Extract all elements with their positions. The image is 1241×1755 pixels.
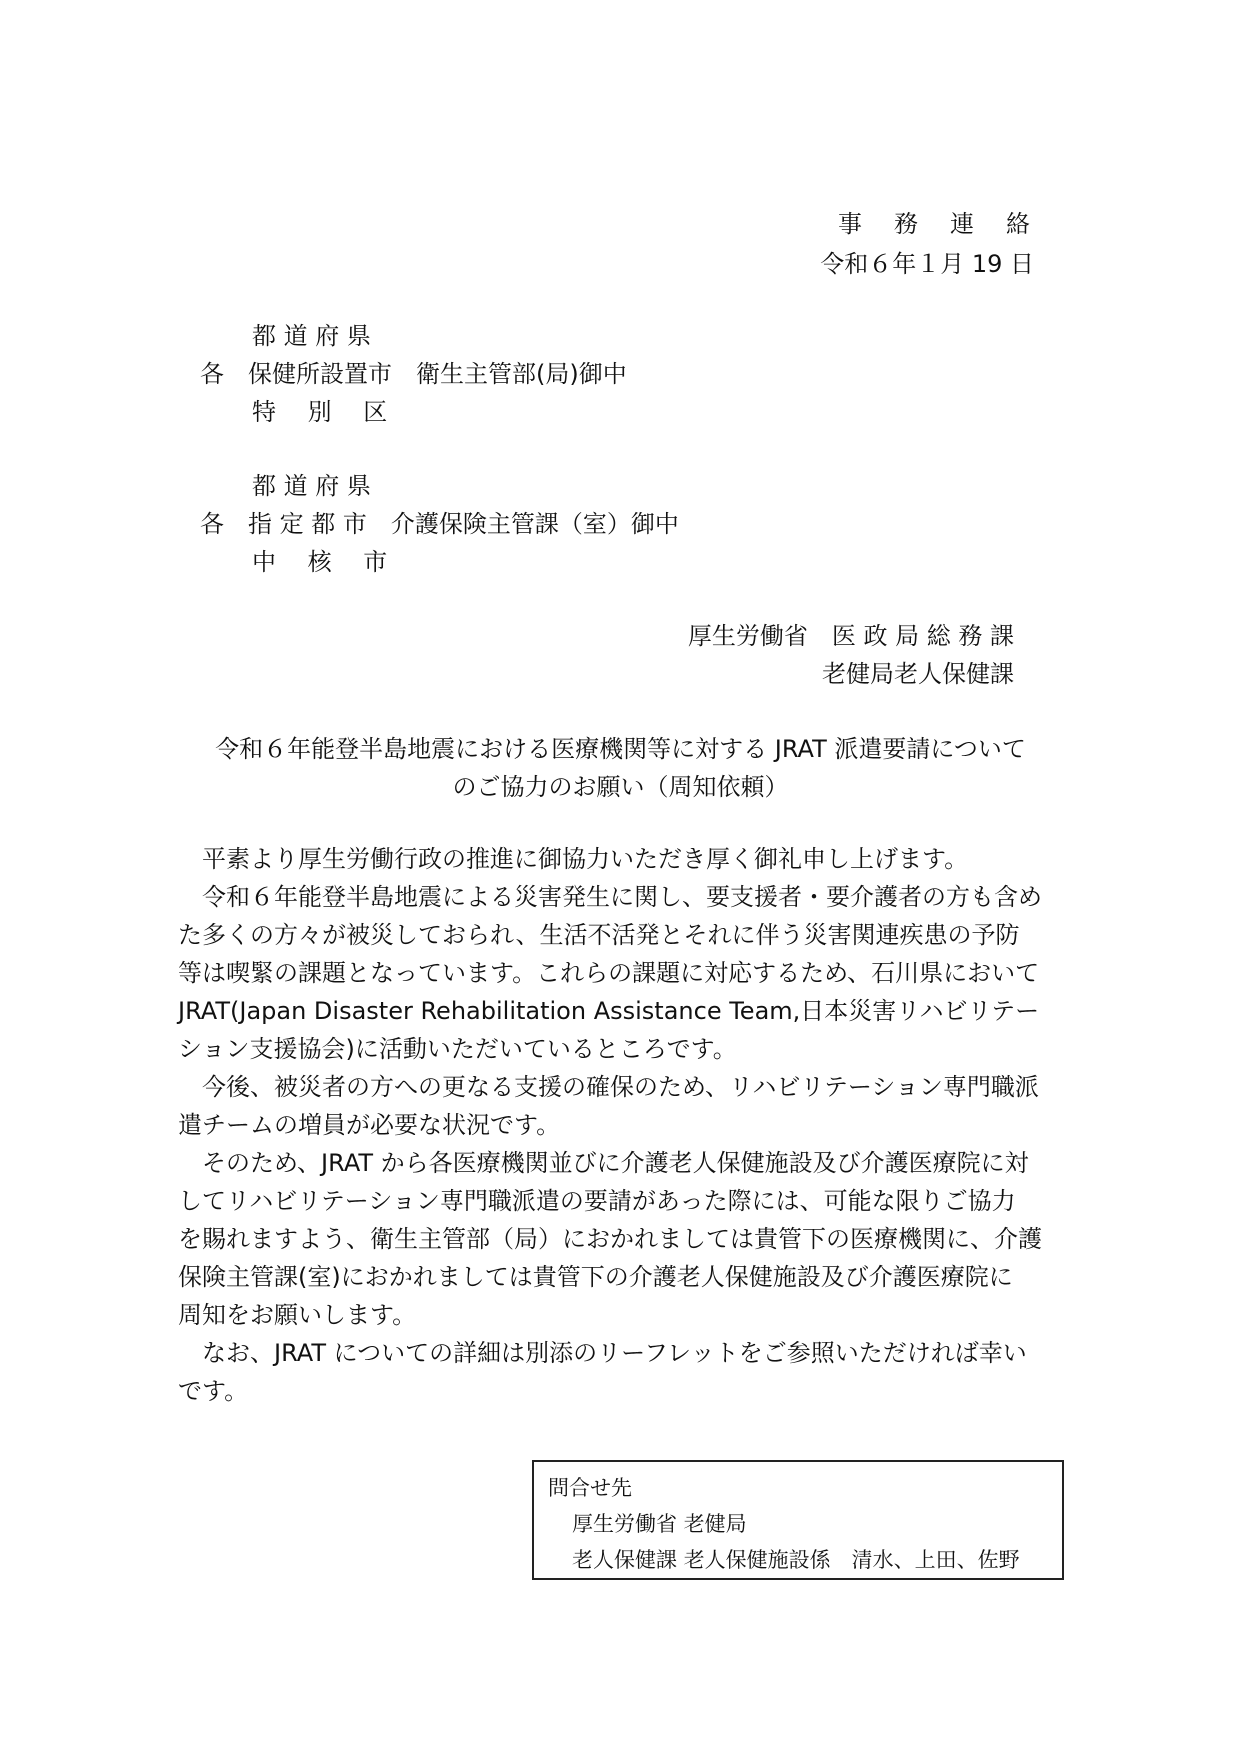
addressee-line: 都 道 府 県: [252, 322, 371, 350]
body-text: [178, 840, 1068, 1410]
body-line: 等は喫緊の課題となっています。これらの課題に対応するため、石川県において: [178, 959, 1040, 987]
body-line: なお、JRAT についての詳細は別添のリーフレットをご参照いただければ幸い: [178, 1339, 1027, 1367]
sender-line: 厚生労働省 医 政 局 総 務 課: [687, 622, 1014, 650]
addressee-line: 各 保健所設置市 衛生主管部(局)御中: [200, 360, 627, 388]
body-line: 遣チームの増員が必要な状況です。: [178, 1111, 561, 1139]
body-line: を賜れますよう、衛生主管部（局）におかれましては貴管下の医療機関に、介護: [178, 1225, 1042, 1253]
contact-heading: 問合せ先: [548, 1476, 632, 1500]
addressee-line: 都 道 府 県: [252, 472, 371, 500]
body-line: そのため、JRAT から各医療機関並びに介護老人保健施設及び介護医療院に対: [178, 1149, 1029, 1177]
title-line: のご協力のお願い（周知依頼）: [452, 773, 789, 801]
body-line: 平素より厚生労働行政の推進に御協力いただき厚く御礼申し上げます。: [178, 845, 969, 873]
body-line: 今後、被災者の方への更なる支援の確保のため、リハビリテーション専門職派: [178, 1073, 1039, 1101]
contact-line: 厚生労働省 老健局: [572, 1512, 747, 1536]
body-line: してリハビリテーション専門職派遣の要請があった際には、可能な限りご協力: [178, 1187, 1016, 1215]
document-type: 事 務 連 絡: [838, 210, 1034, 238]
title-line: 令和６年能登半島地震における医療機関等に対する JRAT 派遣要請について: [215, 735, 1026, 763]
document-date: 令和６年１月 19 日: [820, 250, 1034, 278]
body-line: 令和６年能登半島地震による災害発生に関し、要支援者・要介護者の方も含め: [178, 883, 1042, 911]
addressee-line: 中 核 市: [252, 548, 388, 576]
addressee-line: 各 指 定 都 市 介護保険主管課（室）御中: [200, 510, 679, 538]
body-line: JRAT(Japan Disaster Rehabilitation Assistance Team,日本災害リハビリテー: [178, 997, 1040, 1025]
body-line: 周知をお願いします。: [178, 1301, 417, 1329]
sender-line: 老健局老人保健課: [822, 660, 1014, 688]
contact-box: [532, 1460, 1064, 1580]
body-line: 保険主管課(室)におかれましては貴管下の介護老人保健施設及び介護医療院に: [178, 1263, 1013, 1291]
body-line: た多くの方々が被災しておられ、生活不活発とそれに伴う災害関連疾患の予防: [178, 921, 1020, 949]
addressee-line: 特 別 区: [252, 398, 388, 426]
contact-line: 老人保健課 老人保健施設係 清水、上田、佐野: [572, 1548, 1020, 1572]
body-line: です。: [178, 1377, 249, 1405]
body-line: ション支援協会)に活動いただいているところです。: [178, 1035, 737, 1063]
